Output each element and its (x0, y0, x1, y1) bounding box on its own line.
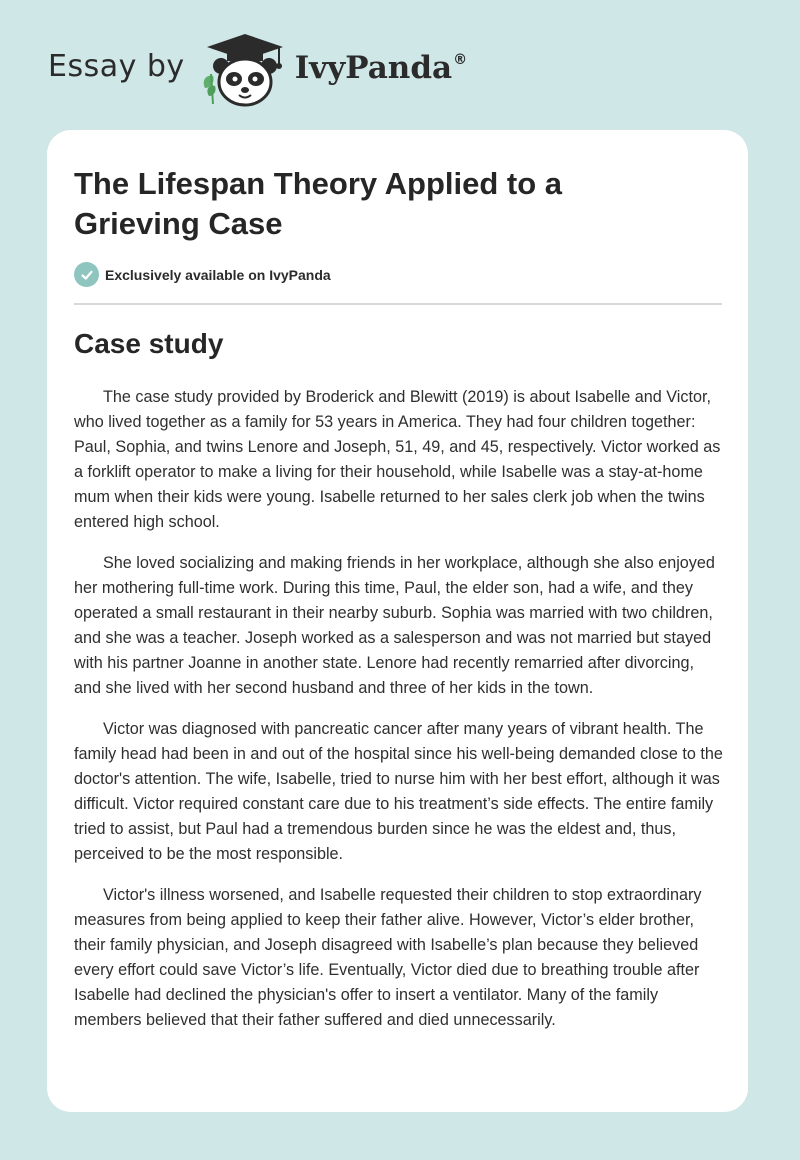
essay-title: The Lifespan Theory Applied to a Grieving Case (74, 166, 563, 241)
essay-card (47, 130, 748, 1112)
essay-by-label: Essay by (48, 48, 185, 84)
paragraph: She loved socializing and making friends in her workplace, although she also enjoyed her mothering full-time work. During this time, Paul, the elder son, had a wife, and they operated a small restaurant in their nearby suburb. Sophia was married with two children, and she was a teacher. Joseph worked as a salesperson and was not married but stayed with his partner Joanne in another state. Lenore had recently remarried after divorcing, and she lived with her second husband and three of her kids in the town. (74, 554, 715, 697)
brand-name[interactable]: IvyPanda® (294, 50, 468, 86)
section-heading: Case study (74, 328, 224, 359)
exclusive-badge (74, 262, 331, 287)
exclusive-badge-text: Exclusively available on IvyPanda (105, 266, 331, 283)
check-circle-icon (74, 262, 99, 287)
paragraph: The case study provided by Broderick and Blewitt (2019) is about Isabelle and Victor, who lived together as a family for 53 years in America. They had four children together: Paul, Sophia, and twins Lenore and Joseph, 51, 49, and 45, respectively. Victor worked as a forklift operator to make a living for their household, while Isabelle was a stay-at-home mum when their kids were young. Isabelle returned to her sales clerk job when the twins entered high school. (74, 388, 721, 531)
registered-mark: ® (453, 52, 468, 68)
title-divider (74, 303, 722, 305)
paragraph: Victor was diagnosed with pancreatic cancer after many years of vibrant health. The family head had been in and out of the hospital since his well-being demanded close to the doctor's attention. The wife, Isabelle, tried to nurse him with her best effort, although it was difficult. Victor required constant care due to his treatment’s side effects. The entire family tried to assist, but Paul had a tremendous burden since he was the eldest and, thus, perceived to be the most responsible. (74, 720, 723, 863)
paragraph: Victor's illness worsened, and Isabelle requested their children to stop extraordinary measures from being applied to keep their father alive. However, Victor’s elder brother, their family physician, and Joseph disagreed with Isabelle’s plan because they believed every effort could save Victor’s life. Eventually, Victor died due to breathing trouble after Isabelle had declined the physician's offer to insert a ventilator. Many of the family members believed that their father suffered and died unnecessarily. (74, 886, 702, 1029)
panda-graduate-icon[interactable] (199, 30, 291, 110)
essay-body (74, 385, 724, 1049)
site-header (48, 30, 467, 110)
